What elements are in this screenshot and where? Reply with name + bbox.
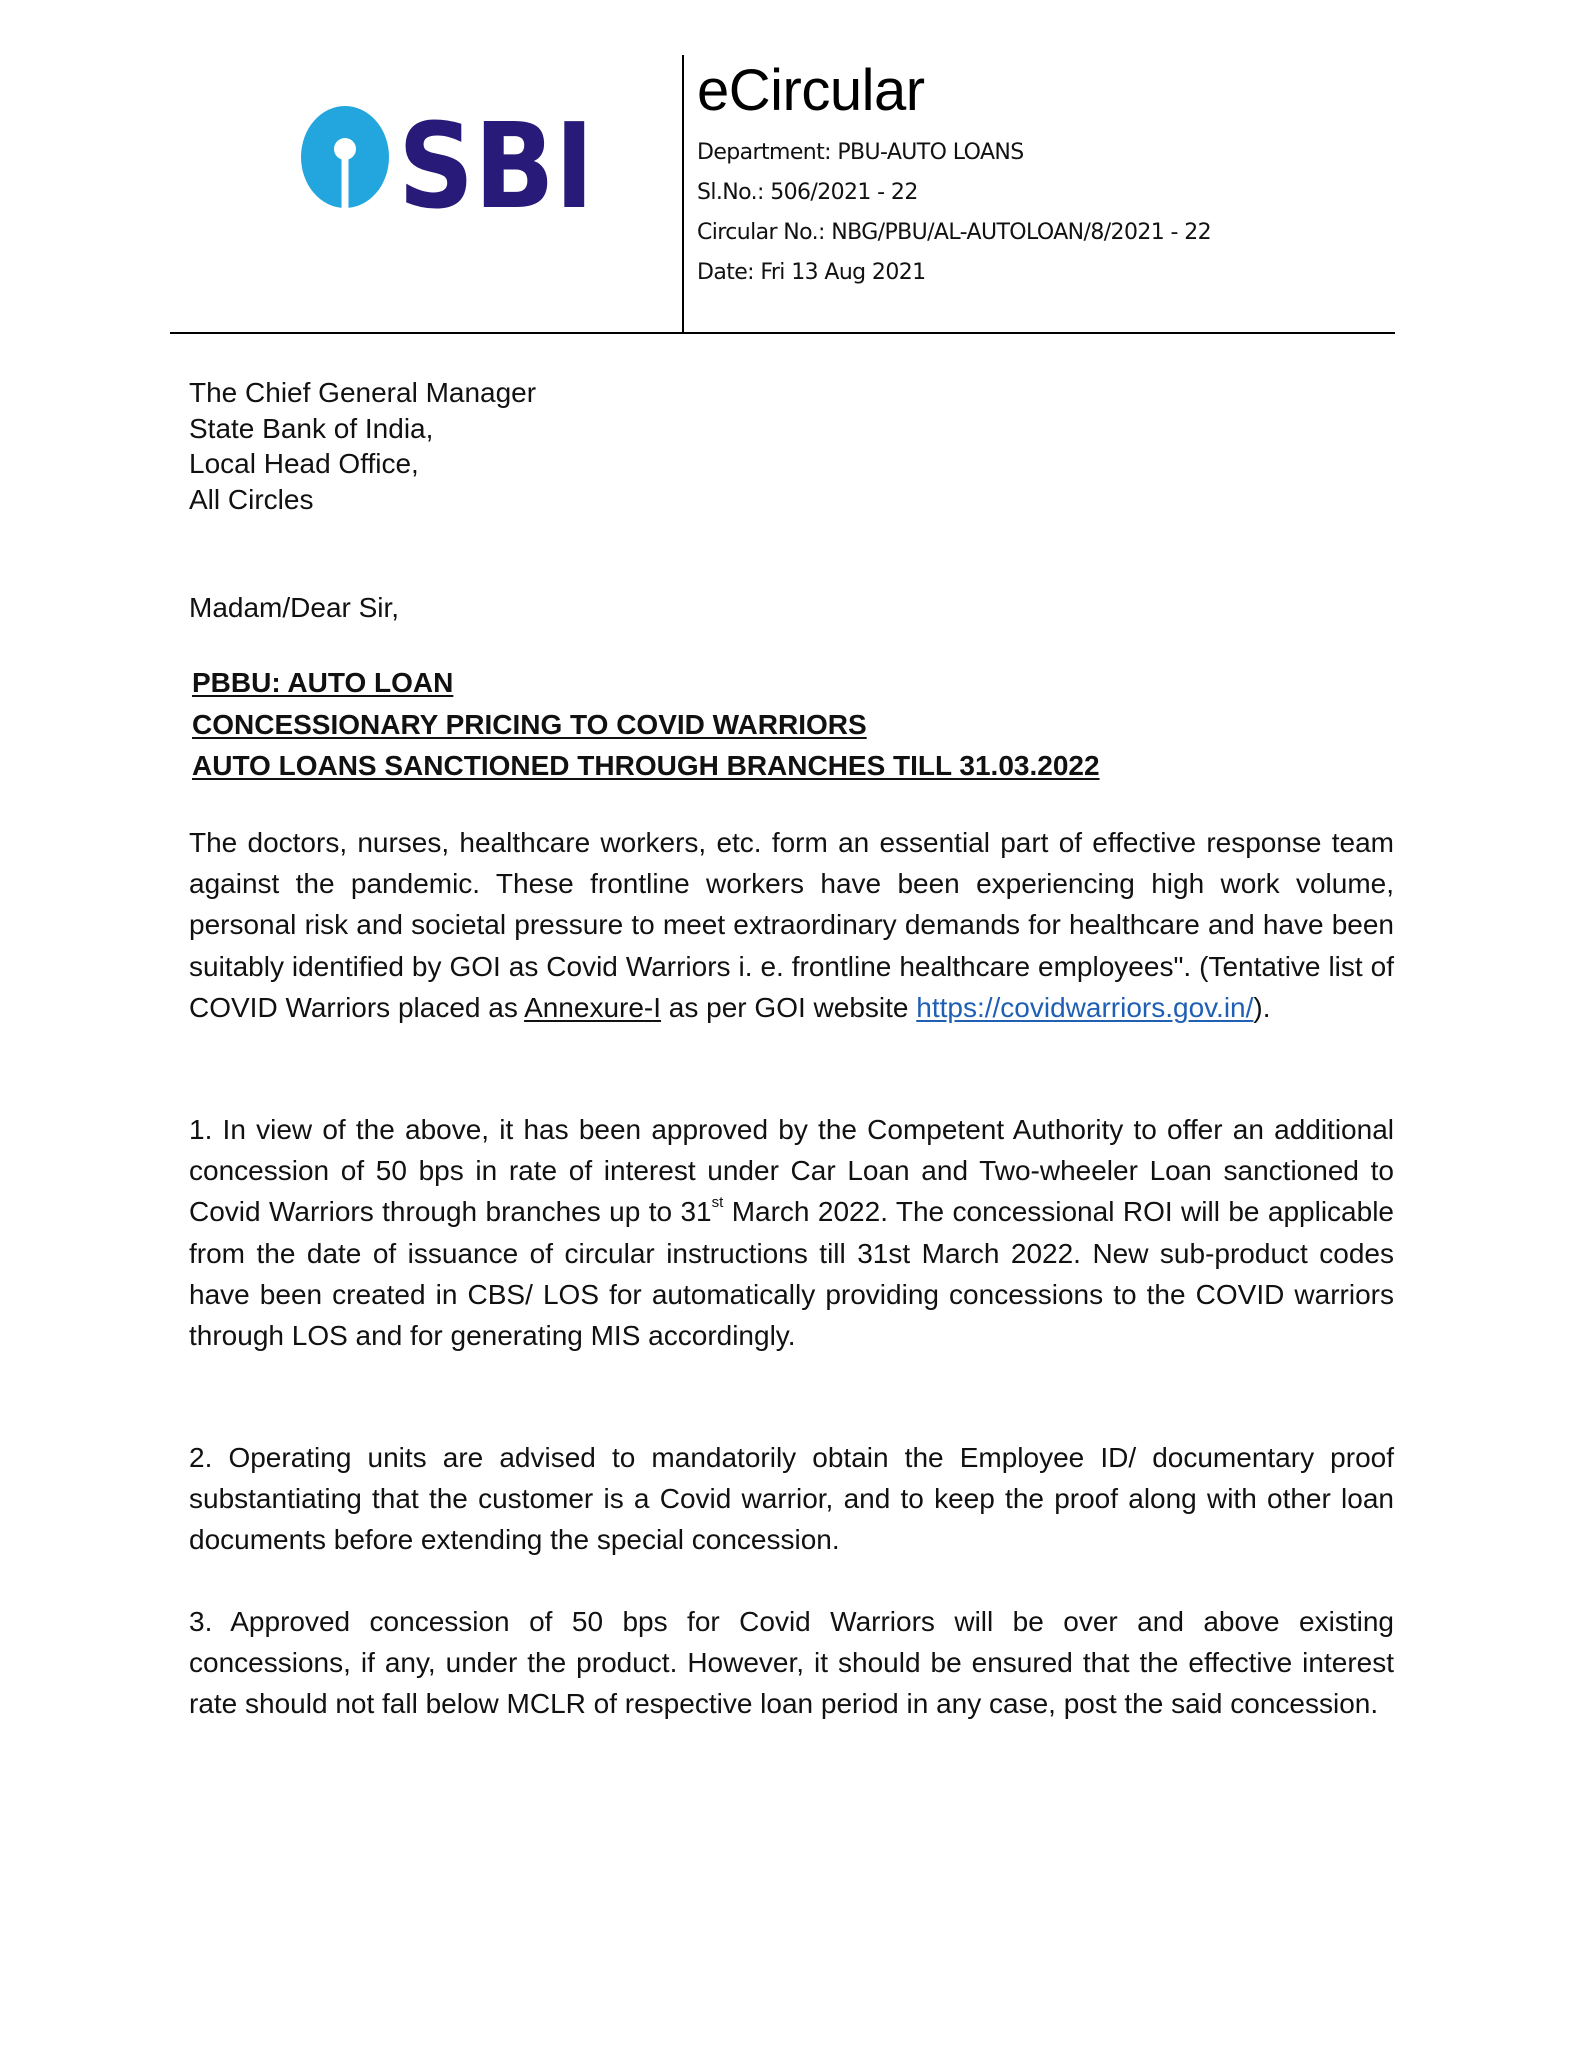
addressee-line: The Chief General Manager [189,377,537,408]
sbi-keyhole-logo-icon [301,106,389,210]
ordinal-suffix: st [711,1194,724,1212]
addressee-line: All Circles [189,483,314,515]
subject-block [192,662,1100,787]
circular-date: Date: Fri 13 Aug 2021 [697,260,926,285]
intro-text: The doctors, nurses, healthcare workers, etc. form an essential part of effective response team against the pandemic. These frontline workers have been experiencing high work volume, personal risk and societal pressure to meet extraordinary demands for healthcare and have been suitably identified by GOI as Covid Warriors i. e. frontline healthcare employees". (Tentative list of COVID Warriors placed as [189,827,1394,1023]
serial-number: Sl.No.: 506/2021 - 22 [697,180,918,205]
subject-line: PBBU: AUTO LOAN [192,667,454,698]
point-3-paragraph: 3. Approved concession of 50 bps for Covid Warriors will be over and above existing concessions, if any, under the product. However, it should be ensured that the effective interest rate should not fall below MCLR of respective loan period in any case, post the said concession. [189,1606,1394,1720]
subject-line: CONCESSIONARY PRICING TO COVID WARRIORS [192,708,867,740]
annexure-link[interactable]: Annexure-I [524,991,662,1023]
point-text: 1. In view of the above, it has been approved by the Competent Authority to offer an additional concession of 50 bps in rate of interest under Car Loan and Two-wheeler Loan sanctioned to Covid Warriors through branches up to 31 [189,1114,1394,1228]
intro-text: ). [1253,991,1271,1023]
circular-header [170,55,1395,334]
intro-text: as per GOI website [661,991,917,1023]
sbi-logo [300,103,600,215]
circular-number: Circular No.: NBG/PBU/AL-AUTOLOAN/8/2021 - 22 [697,220,1212,245]
addressee-line: State Bank of India, [189,412,434,444]
addressee-line: Local Head Office, [189,448,419,479]
addressee-block [189,375,536,517]
point-2-paragraph: 2. Operating units are advised to mandatorily obtain the Employee ID/ documentary proof substantiating that the customer is a Covid warrior, and to keep the proof along with other loan documents before extending the special concession. [189,1442,1394,1556]
department: Department: PBU-AUTO LOANS [697,140,1024,165]
salutation: Madam/Dear Sir, [189,592,400,623]
subject-line: AUTO LOANS SANCTIONED THROUGH BRANCHES TILL 31.03.2022 [192,750,1100,781]
point-text: March 2022. The concessional ROI will be applicable from the date of issuance of circular instructions till 31st March 2022. New sub-product codes have been created in CBS/ LOS for automatically providing concessions to the COVID warriors through LOS and for generating MIS accordingly. [189,1196,1394,1352]
circular-meta [697,55,1211,293]
covidwarriors-website-link[interactable]: https://covidwarriors.gov.in/ [916,991,1254,1023]
sbi-logo-text: SBI [398,103,594,215]
intro-paragraph [189,822,1394,1028]
point-1-paragraph [189,1109,1394,1356]
logo-cell [170,55,684,332]
ecircular-title: eCircular [697,58,925,123]
